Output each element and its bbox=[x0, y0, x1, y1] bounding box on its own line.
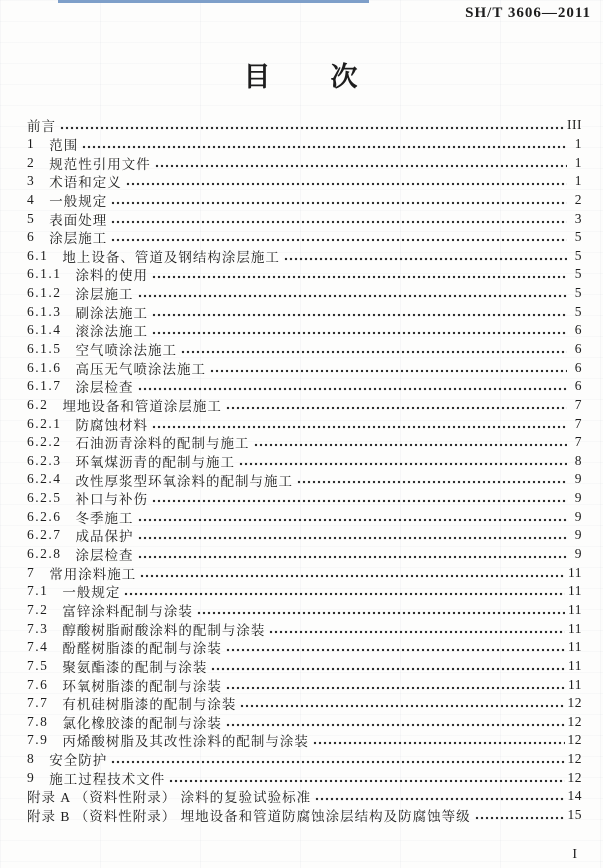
toc-entry-title: 刷涂法施工 bbox=[75, 305, 148, 321]
dot-leader bbox=[155, 164, 567, 168]
toc-entry-title: 附录 B （资料性附录） 埋地设备和管道防腐蚀涂层结构及防腐蚀等级 bbox=[27, 809, 471, 825]
toc-entry-label: 7.7 bbox=[27, 695, 49, 711]
toc-entry bbox=[27, 246, 582, 265]
toc-entry bbox=[27, 135, 582, 154]
toc-entry-label: 6.1.1 bbox=[27, 266, 62, 282]
toc-entry bbox=[27, 470, 582, 489]
toc-entry bbox=[27, 507, 582, 526]
toc-entry bbox=[27, 433, 582, 452]
toc-entry-title: 施工过程技术文件 bbox=[49, 771, 166, 787]
toc-entry bbox=[27, 545, 582, 564]
dot-leader bbox=[111, 760, 564, 764]
toc-entry-title: 安全防护 bbox=[49, 753, 108, 769]
toc-entry-label: 7.3 bbox=[27, 620, 49, 636]
dot-leader bbox=[226, 406, 567, 410]
toc-entry bbox=[27, 619, 582, 638]
dot-leader bbox=[226, 723, 565, 727]
toc-entry-label: 6 bbox=[27, 229, 36, 245]
page-title: 目 次 bbox=[243, 62, 360, 92]
toc-entry-label: 6.2.6 bbox=[27, 508, 62, 524]
toc-entry-page: 5 bbox=[574, 266, 582, 282]
toc-entry-page: 6 bbox=[574, 378, 582, 394]
toc-entry-label: 6.1.4 bbox=[27, 322, 62, 338]
toc-entry-page: 9 bbox=[574, 527, 582, 543]
toc-entry-title: 冬季施工 bbox=[75, 510, 134, 526]
dot-leader bbox=[226, 686, 565, 690]
toc-entry bbox=[27, 191, 582, 210]
dot-leader bbox=[126, 182, 567, 186]
toc-entry bbox=[27, 768, 582, 787]
toc-entry-title: 一般规定 bbox=[62, 585, 121, 601]
toc-entry-page: 6 bbox=[574, 322, 582, 338]
toc-entry-title: 规范性引用文件 bbox=[49, 156, 151, 172]
toc-entry-page: 11 bbox=[568, 564, 582, 580]
toc-entry-page: 6 bbox=[574, 359, 582, 375]
toc-entry-title: 防腐蚀材料 bbox=[75, 417, 148, 433]
dot-leader bbox=[226, 648, 565, 652]
dot-leader bbox=[284, 257, 567, 261]
dot-leader bbox=[152, 313, 567, 317]
toc-entry-title: 表面处理 bbox=[49, 212, 108, 228]
toc-entry-label: 6.2.4 bbox=[27, 471, 62, 487]
toc-entry bbox=[27, 806, 582, 825]
toc-entry-page: 1 bbox=[574, 173, 582, 189]
toc-entry bbox=[27, 228, 582, 247]
dot-leader bbox=[239, 462, 567, 466]
dot-leader bbox=[111, 220, 567, 224]
toc-entry-page: 1 bbox=[574, 154, 582, 170]
toc-entry-page: 5 bbox=[574, 229, 582, 245]
toc-entry-label: 8 bbox=[27, 751, 36, 767]
toc-entry-title: 补口与补伤 bbox=[75, 492, 148, 508]
dot-leader bbox=[269, 630, 565, 634]
dot-leader bbox=[152, 499, 567, 503]
toc-entry bbox=[27, 414, 582, 433]
toc-entry-page: 7 bbox=[574, 415, 582, 431]
toc-entry-page: 12 bbox=[567, 751, 582, 767]
dot-leader bbox=[197, 611, 565, 615]
toc-entry-label: 6.2.2 bbox=[27, 434, 62, 450]
dot-leader bbox=[240, 704, 564, 708]
dot-leader bbox=[111, 201, 567, 205]
toc-entry-page: 3 bbox=[574, 210, 582, 226]
dot-leader bbox=[138, 536, 568, 540]
toc-entry-label: 7.2 bbox=[27, 601, 49, 617]
toc-entry-label: 9 bbox=[27, 769, 36, 785]
toc-entry-page: 5 bbox=[574, 247, 582, 263]
toc-entry-label: 7.8 bbox=[27, 713, 49, 729]
toc-entry-title: 涂层检查 bbox=[75, 548, 134, 564]
toc-entry-label: 6.2.7 bbox=[27, 527, 62, 543]
toc-entry-title: 高压无气喷涂法施工 bbox=[75, 361, 206, 377]
toc-entry-page: 11 bbox=[568, 657, 582, 673]
toc-list bbox=[27, 116, 582, 824]
scan-edge-line bbox=[58, 0, 369, 3]
toc-entry bbox=[27, 116, 582, 135]
toc-entry-label: 7.1 bbox=[27, 583, 49, 599]
toc-entry-label: 7 bbox=[27, 564, 36, 580]
dot-leader bbox=[315, 797, 564, 801]
toc-entry-title: 氯化橡胶漆的配制与涂装 bbox=[62, 715, 222, 731]
toc-entry-title: 范围 bbox=[49, 137, 79, 153]
toc-entry-title: 埋地设备和管道涂层施工 bbox=[62, 398, 222, 414]
toc-entry bbox=[27, 657, 582, 676]
dot-leader bbox=[169, 779, 564, 783]
toc-entry-page: 9 bbox=[574, 546, 582, 562]
dot-leader bbox=[313, 741, 565, 745]
toc-entry-title: 涂料的使用 bbox=[75, 268, 148, 284]
dot-leader bbox=[82, 145, 567, 149]
toc-entry-label: 6.2.3 bbox=[27, 452, 62, 468]
toc-entry bbox=[27, 377, 582, 396]
footer-page-number: I bbox=[572, 847, 577, 862]
toc-entry-page: 11 bbox=[568, 583, 582, 599]
dot-leader bbox=[254, 443, 568, 447]
toc-entry-label: 6.1.3 bbox=[27, 303, 62, 319]
toc-entry-page: 12 bbox=[567, 769, 582, 785]
dot-leader bbox=[297, 480, 567, 484]
toc-entry bbox=[27, 321, 582, 340]
toc-entry-label: 7.6 bbox=[27, 676, 49, 692]
toc-entry bbox=[27, 172, 582, 191]
toc-entry bbox=[27, 713, 582, 732]
toc-entry-title: 涂层施工 bbox=[49, 231, 108, 247]
toc-entry-title: 前言 bbox=[27, 119, 56, 135]
toc-entry-label: 6.1.6 bbox=[27, 359, 62, 375]
toc-entry-title: 丙烯酸树脂及其改性涂料的配制与涂装 bbox=[62, 734, 309, 750]
dot-leader bbox=[111, 238, 567, 242]
dot-leader bbox=[181, 350, 567, 354]
dot-leader bbox=[138, 518, 568, 522]
toc-entry-title: 石油沥青涂料的配制与施工 bbox=[75, 436, 250, 452]
toc-entry-label: 5 bbox=[27, 210, 36, 226]
toc-entry bbox=[27, 526, 582, 545]
toc-entry bbox=[27, 209, 582, 228]
dot-leader bbox=[152, 331, 567, 335]
dot-leader bbox=[152, 275, 567, 279]
toc-entry-page: 5 bbox=[574, 303, 582, 319]
toc-entry-page: 14 bbox=[567, 788, 582, 804]
toc-entry-label: 6.2.5 bbox=[27, 490, 62, 506]
dot-leader bbox=[475, 816, 565, 820]
toc-entry-label: 3 bbox=[27, 173, 36, 189]
standard-number: SH/T 3606—2011 bbox=[465, 5, 591, 21]
toc-entry bbox=[27, 731, 582, 750]
toc-entry-title: 术语和定义 bbox=[49, 175, 122, 191]
dot-leader bbox=[210, 369, 567, 373]
toc-entry-label: 7.4 bbox=[27, 639, 49, 655]
toc-entry bbox=[27, 340, 582, 359]
toc-entry-label: 6.2 bbox=[27, 396, 49, 412]
toc-entry bbox=[27, 452, 582, 471]
toc-entry bbox=[27, 153, 582, 172]
toc-entry bbox=[27, 265, 582, 284]
toc-entry-title: 改性厚浆型环氧涂料的配制与施工 bbox=[75, 473, 293, 489]
toc-entry-title: 空气喷涂法施工 bbox=[75, 343, 177, 359]
toc-entry-page: 9 bbox=[574, 471, 582, 487]
dot-leader bbox=[60, 126, 564, 130]
toc-entry-label: 6.2.8 bbox=[27, 546, 62, 562]
toc-entry-title: 环氧煤沥青的配制与施工 bbox=[75, 454, 235, 470]
toc-entry-page: 11 bbox=[568, 620, 582, 636]
toc-entry bbox=[27, 694, 582, 713]
toc-entry-label: 7.5 bbox=[27, 657, 49, 673]
toc-entry-page: 11 bbox=[568, 676, 582, 692]
dot-leader bbox=[138, 555, 568, 559]
toc-entry-page: 8 bbox=[574, 452, 582, 468]
dot-leader bbox=[138, 387, 568, 391]
toc-entry bbox=[27, 284, 582, 303]
toc-entry-page: 7 bbox=[574, 396, 582, 412]
dot-leader bbox=[211, 667, 565, 671]
toc-entry-page: III bbox=[567, 117, 582, 133]
toc-entry-label: 1 bbox=[27, 135, 36, 151]
toc-entry-title: 滚涂法施工 bbox=[75, 324, 148, 340]
toc-entry-label: 4 bbox=[27, 191, 36, 207]
toc-entry-page: 12 bbox=[567, 732, 582, 748]
toc-entry-page: 11 bbox=[568, 639, 582, 655]
toc-entry bbox=[27, 638, 582, 657]
toc-entry-page: 12 bbox=[567, 695, 582, 711]
toc-entry-title: 涂层施工 bbox=[75, 287, 134, 303]
toc-entry bbox=[27, 302, 582, 321]
toc-entry-page: 2 bbox=[574, 191, 582, 207]
toc-entry-page: 9 bbox=[574, 490, 582, 506]
toc-entry-page: 6 bbox=[574, 341, 582, 356]
toc-entry-title: 有机硅树脂漆的配制与涂装 bbox=[62, 697, 237, 713]
toc-entry-page: 5 bbox=[574, 285, 582, 301]
toc-entry-title: 聚氨酯漆的配制与涂装 bbox=[62, 659, 208, 675]
toc-entry-title: 附录 A （资料性附录） 涂料的复验试验标准 bbox=[27, 790, 312, 806]
dot-leader bbox=[138, 294, 568, 298]
toc-entry-label: 7.9 bbox=[27, 732, 49, 748]
toc-entry-page: 12 bbox=[567, 713, 582, 729]
toc-entry-label: 2 bbox=[27, 154, 36, 170]
toc-entry bbox=[27, 563, 582, 582]
toc-entry-label: 6.1.5 bbox=[27, 341, 62, 356]
toc-entry-title: 涂层检查 bbox=[75, 380, 134, 396]
toc-entry bbox=[27, 358, 582, 377]
dot-leader bbox=[124, 592, 565, 596]
toc-entry-title: 成品保护 bbox=[75, 529, 134, 545]
toc-entry bbox=[27, 750, 582, 769]
toc-entry-title: 常用涂料施工 bbox=[49, 566, 137, 582]
toc-entry-title: 酚醛树脂漆的配制与涂装 bbox=[62, 641, 222, 657]
toc-entry-page: 1 bbox=[574, 135, 582, 151]
toc-entry-label: 6.2.1 bbox=[27, 415, 62, 431]
toc-entry-label: 6.1 bbox=[27, 247, 49, 263]
toc-entry bbox=[27, 601, 582, 620]
dot-leader bbox=[140, 574, 565, 578]
toc-entry-title: 醇酸树脂耐酸涂料的配制与涂装 bbox=[62, 622, 266, 638]
toc-entry-page: 9 bbox=[574, 508, 582, 524]
toc-entry bbox=[27, 582, 582, 601]
toc-entry bbox=[27, 396, 582, 415]
toc-entry-title: 一般规定 bbox=[49, 193, 108, 209]
dot-leader bbox=[152, 425, 567, 429]
toc-entry bbox=[27, 787, 582, 806]
toc-entry-title: 地上设备、管道及钢结构涂层施工 bbox=[62, 249, 280, 265]
toc-entry-title: 环氧树脂漆的配制与涂装 bbox=[62, 678, 222, 694]
toc-entry bbox=[27, 675, 582, 694]
toc-entry-title: 富锌涂料配制与涂装 bbox=[62, 603, 193, 619]
toc-entry-page: 15 bbox=[567, 807, 582, 823]
toc-entry bbox=[27, 489, 582, 508]
toc-entry-label: 6.1.7 bbox=[27, 378, 62, 394]
toc-entry-page: 7 bbox=[574, 434, 582, 450]
toc-entry-page: 11 bbox=[568, 601, 582, 617]
toc-entry-label: 6.1.2 bbox=[27, 285, 62, 301]
